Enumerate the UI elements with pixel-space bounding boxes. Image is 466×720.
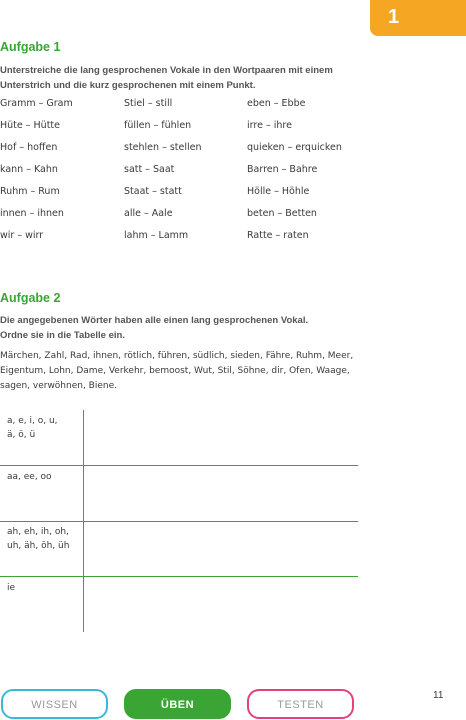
table-divider — [0, 465, 358, 466]
word-pair: satt – Saat — [124, 164, 175, 175]
word-pair: kann – Kahn — [0, 164, 58, 175]
word-pair: Hölle – Höhle — [247, 186, 310, 197]
word-pair: Ratte – raten — [247, 230, 309, 241]
aufgabe1-title: Aufgabe 1 — [0, 40, 61, 54]
word-pair: Staat – statt — [124, 186, 182, 197]
word-pair: Hof – hoffen — [0, 142, 58, 153]
vowel-table — [0, 410, 358, 632]
wissen-button[interactable]: WISSEN — [1, 689, 108, 719]
table-row-label: aa, ee, oo — [7, 472, 52, 482]
word-pair: innen – ihnen — [0, 208, 64, 219]
table-row-label: a, e, i, o, u, ä, ö, ü — [7, 416, 58, 440]
word-pair: füllen – fühlen — [124, 120, 192, 131]
word-pair: eben – Ebbe — [247, 98, 306, 109]
word-pair: alle – Aale — [124, 208, 173, 219]
word-pair: Gramm – Gram — [0, 98, 73, 109]
page-number: 11 — [433, 690, 444, 701]
chapter-number: 1 — [388, 6, 400, 28]
word-pair: lahm – Lamm — [124, 230, 189, 241]
word-pair: irre – ihre — [247, 120, 292, 131]
word-pair: wir – wirr — [0, 230, 44, 241]
word-pairs — [0, 98, 380, 248]
word-pair: Hüte – Hütte — [0, 120, 60, 131]
aufgabe2-instruction: Die angegebenen Wörter haben alle einen lang gesprochenen Vokal. Ordne sie in die Tabelle ein. — [0, 315, 309, 341]
aufgabe2-title: Aufgabe 2 — [0, 291, 61, 305]
table-divider — [0, 521, 358, 522]
word-pair: Stiel – still — [124, 98, 173, 109]
word-pair: quieken – erquicken — [247, 142, 342, 153]
ueben-button[interactable]: ÜBEN — [124, 689, 231, 719]
aufgabe1-instruction: Unterstreiche die lang gesprochenen Vokale in den Wortpaaren mit einem Unterstrich und die kurz gesprochenen mit einem Punkt. — [0, 65, 333, 91]
table-row-label: ie — [7, 583, 16, 593]
testen-button[interactable]: TESTEN — [247, 689, 354, 719]
chapter-tab — [370, 0, 466, 36]
word-pair: stehlen – stellen — [124, 142, 202, 153]
table-divider — [0, 576, 358, 577]
word-pair: beten – Betten — [247, 208, 317, 219]
word-pair: Barren – Bahre — [247, 164, 318, 175]
word-list: Märchen, Zahl, Rad, ihnen, rötlich, führen, südlich, sieden, Fähre, Ruhm, Meer, Eigentum, Lohn, Dame, Verkehr, bemoost, Wut, Stil, Söhne, dir, Ofen, Waage, sagen, verwöhnen, Biene. — [0, 351, 354, 391]
table-row-label: ah, eh, ih, oh, uh, äh, öh, üh — [7, 527, 70, 551]
word-pair: Ruhm – Rum — [0, 186, 60, 197]
